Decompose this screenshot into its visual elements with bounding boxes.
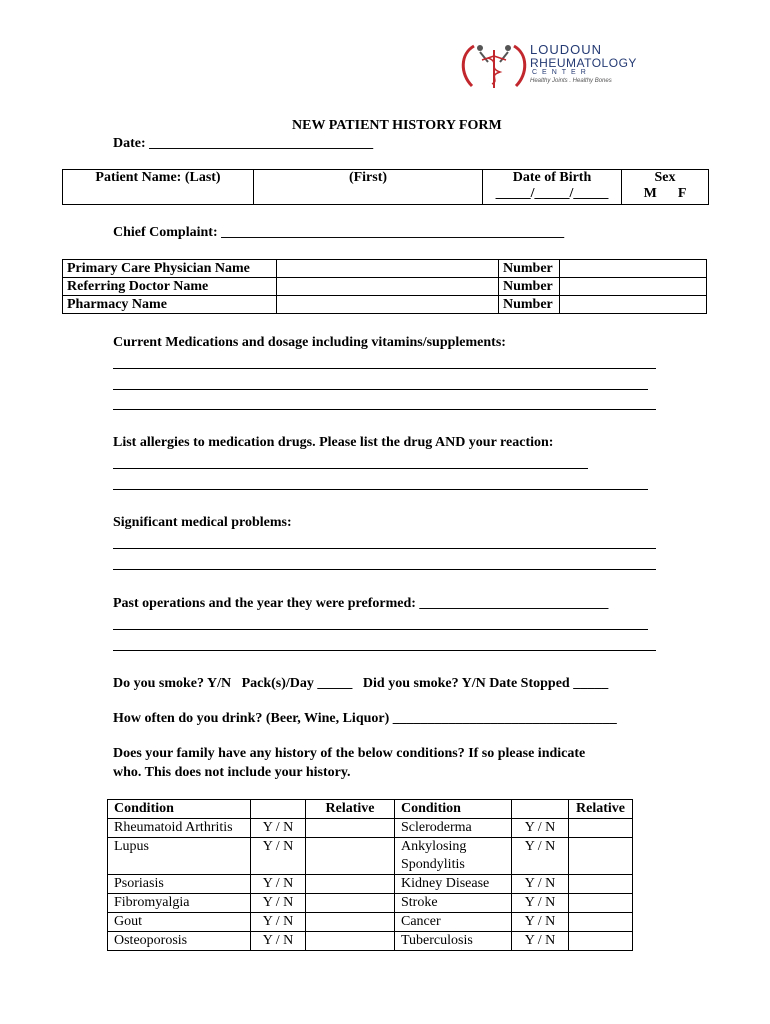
condition-name: Ankylosing [395, 838, 512, 857]
relative-input[interactable] [306, 838, 395, 857]
yes-no-choice[interactable]: Y / N [251, 894, 306, 913]
condition-name [108, 856, 251, 875]
drinking-field[interactable]: How often do you drink? (Beer, Wine, Liquor) ________________________________ [113, 711, 617, 726]
condition-name: Tuberculosis [395, 932, 512, 951]
condition-header: Condition [108, 800, 251, 819]
yes-no-choice[interactable]: Y / N [251, 838, 306, 857]
condition-name: Cancer [395, 913, 512, 932]
operations-line[interactable] [113, 650, 656, 651]
medications-line[interactable] [113, 409, 656, 410]
condition-name: Stroke [395, 894, 512, 913]
allergies-line[interactable] [113, 468, 588, 469]
yes-no-choice[interactable]: Y / N [251, 932, 306, 951]
provider-label: Primary Care Physician Name [63, 260, 277, 278]
provider-contacts-table [62, 259, 707, 314]
table-row [108, 875, 633, 894]
logo-title-line3: CENTER [532, 69, 591, 76]
relative-input[interactable] [306, 875, 395, 894]
medications-label: Current Medications and dosage including vitamins/supplements: [113, 335, 506, 350]
medical-problems-label: Significant medical problems: [113, 515, 292, 530]
number-label: Number [499, 296, 560, 314]
family-history-question-cont: who. This does not include your history. [113, 765, 351, 780]
yes-no-choice[interactable] [512, 856, 569, 875]
relative-input[interactable] [569, 838, 633, 857]
relative-input[interactable] [569, 894, 633, 913]
family-history-question: Does your family have any history of the below conditions? If so please indicate [113, 746, 586, 761]
condition-name: Gout [108, 913, 251, 932]
relative-input[interactable] [569, 913, 633, 932]
relative-input[interactable] [306, 856, 395, 875]
number-input[interactable] [560, 260, 707, 278]
table-row [108, 894, 633, 913]
relative-input[interactable] [569, 856, 633, 875]
relative-header: Relative [306, 800, 395, 819]
relative-input[interactable] [569, 819, 633, 838]
relative-input[interactable] [306, 913, 395, 932]
logo-tagline: Healthy Joints . Healthy Bones [530, 78, 612, 84]
condition-header: Condition [395, 800, 512, 819]
yes-no-choice[interactable]: Y / N [512, 838, 569, 857]
provider-name-input[interactable] [277, 278, 499, 296]
relative-input[interactable] [306, 819, 395, 838]
sex-cell[interactable]: Sex M F [622, 170, 709, 205]
operations-line[interactable] [113, 629, 648, 630]
condition-name: Psoriasis [108, 875, 251, 894]
operations-field[interactable]: Past operations and the year they were preformed: ___________________________ [113, 596, 609, 611]
patient-first-name-cell[interactable]: (First) [254, 170, 483, 205]
chief-complaint-field[interactable]: Chief Complaint: _________________________________________________ [113, 225, 565, 240]
patient-last-name-cell[interactable]: Patient Name: (Last) [63, 170, 254, 205]
yes-no-choice[interactable]: Y / N [251, 913, 306, 932]
condition-name: Osteoporosis [108, 932, 251, 951]
table-row [108, 819, 633, 838]
provider-name-input[interactable] [277, 260, 499, 278]
condition-name: Scleroderma [395, 819, 512, 838]
condition-name: Lupus [108, 838, 251, 857]
relative-input[interactable] [569, 932, 633, 951]
yes-no-choice[interactable]: Y / N [251, 875, 306, 894]
medications-line[interactable] [113, 368, 656, 369]
yn-header [512, 800, 569, 819]
relative-input[interactable] [306, 894, 395, 913]
yes-no-choice[interactable]: Y / N [512, 894, 569, 913]
number-label: Number [499, 278, 560, 296]
provider-label: Pharmacy Name [63, 296, 277, 314]
table-header-row [108, 800, 633, 819]
logo-title-line2: RHEUMATOLOGY [530, 56, 637, 70]
relative-input[interactable] [306, 932, 395, 951]
smoking-field[interactable]: Do you smoke? Y/N Pack(s)/Day _____ Did you smoke? Y/N Date Stopped _____ [113, 676, 609, 691]
allergies-label: List allergies to medication drugs. Please list the drug AND your reaction: [113, 435, 554, 450]
condition-name: Rheumatoid Arthritis [108, 819, 251, 838]
relative-input[interactable] [569, 875, 633, 894]
family-conditions-table [107, 799, 633, 951]
number-label: Number [499, 260, 560, 278]
logo-title-line1: LOUDOUN [530, 42, 603, 57]
yes-no-choice[interactable]: Y / N [512, 932, 569, 951]
medications-line[interactable] [113, 389, 648, 390]
yn-header [251, 800, 306, 819]
provider-label: Referring Doctor Name [63, 278, 277, 296]
relative-header: Relative [569, 800, 633, 819]
condition-name: Fibromyalgia [108, 894, 251, 913]
medical-problems-line[interactable] [113, 569, 656, 570]
medical-problems-line[interactable] [113, 548, 656, 549]
table-row [108, 932, 633, 951]
yes-no-choice[interactable]: Y / N [512, 819, 569, 838]
date-of-birth-cell[interactable]: Date of Birth _____/_____/_____ [483, 170, 622, 205]
allergies-line[interactable] [113, 489, 648, 490]
table-row [108, 913, 633, 932]
yes-no-choice[interactable]: Y / N [512, 875, 569, 894]
yes-no-choice[interactable] [251, 856, 306, 875]
patient-info-table [62, 169, 709, 205]
yes-no-choice[interactable]: Y / N [512, 913, 569, 932]
condition-name: Kidney Disease [395, 875, 512, 894]
provider-name-input[interactable] [277, 296, 499, 314]
number-input[interactable] [560, 278, 707, 296]
number-input[interactable] [560, 296, 707, 314]
table-row [63, 260, 707, 278]
table-row [108, 838, 633, 857]
table-row [108, 856, 633, 875]
table-row [63, 296, 707, 314]
condition-name: Spondylitis [395, 856, 512, 875]
yes-no-choice[interactable]: Y / N [251, 819, 306, 838]
table-row [63, 278, 707, 296]
form-title: NEW PATIENT HISTORY FORM [292, 118, 502, 133]
date-field[interactable]: Date: ________________________________ [113, 136, 374, 151]
